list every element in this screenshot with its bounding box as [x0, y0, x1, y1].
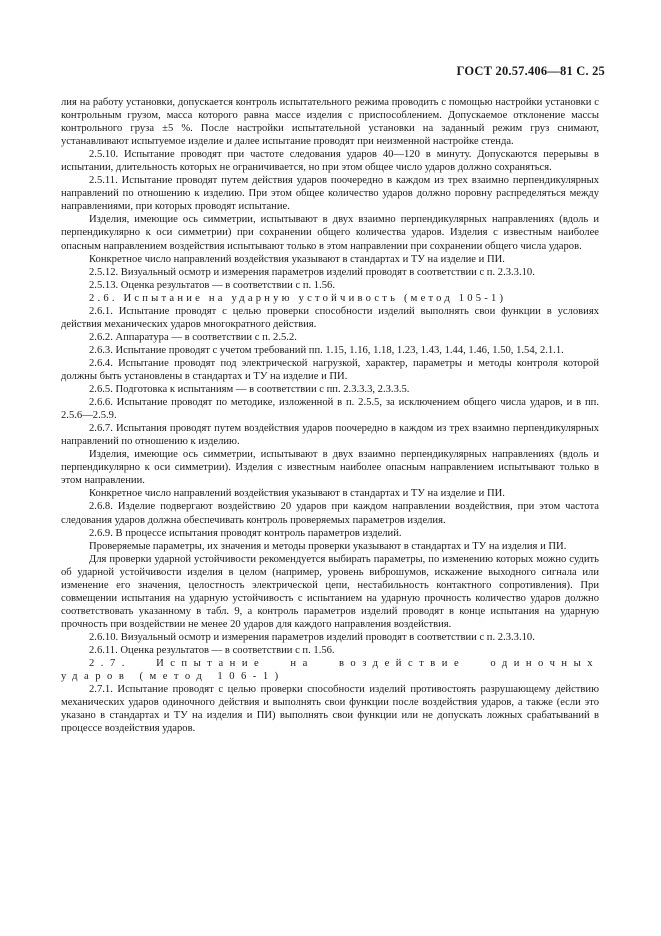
paragraph-parameters: Проверяемые параметры, их значения и методы проверки указывают в стандартах и ТУ на изделия и ПИ. — [89, 540, 567, 552]
paragraph-symmetry-2-5: Изделия, имеющие ось симметрии, испытывают в двух взаимно перпендикулярных направлениях (вдоль и перпендикулярно к оси симметрии) при сохранении общего количества ударов. Изделия с известным наиболее опасным направлением воздействия испытывают только в этом направлении при сохранении общего числа ударов. — [61, 214, 599, 252]
paragraph-recommendation: Для проверки ударной устойчивости рекомендуется выбирать параметры, по изменению которых можно судить об ударной устойчивости изделия в целом (например, уровень виброшумов, искажение выходного сигнала или изменение его значения, целостность электрической цепи, нестабильность контактного сопротивления). При совмещении испытания на ударную устойчивость с испытанием на ударную прочность количество ударов должно соответствовать указанному в табл. 9, а контроль параметров изделий проводят в конце испытания на ударную прочность при воздействии не менее 20 ударов для каждого направления воздействия. — [61, 553, 599, 630]
document-body — [61, 96, 599, 735]
paragraph-2-6-11: 2.6.11. Оценка результатов — в соответствии с п. 1.56. — [89, 644, 335, 656]
paragraph-2-5-13: 2.5.13. Оценка результатов — в соответствии с п. 1.56. — [89, 279, 335, 291]
paragraph-2-6-9: 2.6.9. В процессе испытания проводят контроль параметров изделий. — [89, 527, 402, 539]
paragraph-2-6-1: 2.6.1. Испытание проводят с целью проверки способности изделий выполнять свои функции в условиях действия механических ударов многократного действия. — [61, 305, 599, 330]
paragraph-2-6-2: 2.6.2. Аппаратура — в соответствии с п. 2.5.2. — [89, 331, 297, 343]
section-heading-2-6: 2.6. Испытание на ударную устойчивость (метод 105-1) — [89, 292, 507, 304]
paragraph-2-6-5: 2.6.5. Подготовка к испытаниям — в соответствии с пп. 2.3.3.3, 2.3.3.5. — [89, 384, 410, 396]
paragraph-continuation: лия на работу установки, допускается контроль испытательного режима проводить с помощью настройки установки с контрольным грузом, масса которого равна массе изделия с приспособлением. Допускаемое отклонение массы контрольного груза ±5 %. После настройки испытательной установки на заданный режим груз снимают, устанавливают испытуемое изделие и далее испытание проводят при неизменной настройке стенда. — [61, 97, 599, 148]
paragraph-2-5-10: 2.5.10. Испытание проводят при частоте следования ударов 40—120 в минуту. Допускаются перерывы в испытании, длительность которых не ограничивается, но при этом общее число ударов должно сохраняться. — [61, 149, 599, 174]
paragraph-directions-2-5: Конкретное число направлений воздействия указывают в стандартах и ТУ на изделие и ПИ. — [89, 253, 505, 265]
section-heading-2-7: 2.7. Испытание на воздействие одиночных ударов (метод 106-1) — [61, 658, 599, 683]
paragraph-2-6-7: 2.6.7. Испытания проводят путем воздействия ударов поочередно в каждом из трех взаимно перпендикулярных направлений по отношению к изделию. — [61, 423, 599, 448]
paragraph-2-6-3: 2.6.3. Испытание проводят с учетом требований пп. 1.15, 1.16, 1.18, 1.23, 1.43, 1.44, 1.46, 1.50, 1.54, 2.1.1. — [89, 344, 564, 356]
paragraph-2-7-1: 2.7.1. Испытание проводят с целью проверки способности изделий противостоять разрушающему действию механических ударов одиночного действия и выполнять свои функции после воздействия ударов, а также (если это указано в стандартах и ТУ на изделия и ПИ) выполнять свои функции или не допускать ложных срабатываний в процессе воздействия ударов. — [61, 684, 599, 735]
paragraph-directions-2-6: Конкретное число направлений воздействия указывают в стандартах и ТУ на изделие и ПИ. — [89, 488, 505, 500]
paragraph-symmetry-2-6: Изделия, имеющие ось симметрии, испытывают в двух взаимно перпендикулярных направлениях (вдоль и перпендикулярно к оси симметрии). Изделия с известным наиболее опасным направлением испытывают только в этом направлении. — [61, 449, 599, 487]
paragraph-2-6-10: 2.6.10. Визуальный осмотр и измерения параметров изделий проводят в соответствии с п. 2.3.3.10. — [89, 631, 535, 643]
paragraph-2-6-8: 2.6.8. Изделие подвергают воздействию 20 ударов при каждом направлении воздействия, при этом частота следования ударов должна обеспечивать контроль проверяемых параметров изделия. — [61, 501, 599, 526]
paragraph-2-5-12: 2.5.12. Визуальный осмотр и измерения параметров изделий проводят в соответствии с п. 2.3.3.10. — [89, 266, 535, 278]
paragraph-2-6-6: 2.6.6. Испытание проводят по методике, изложенной в п. 2.5.5, за исключением общего числа ударов, и в пп. 2.5.6—2.5.9. — [61, 397, 599, 422]
page-header: ГОСТ 20.57.406—81 С. 25 — [456, 64, 605, 78]
paragraph-2-6-4: 2.6.4. Испытание проводят под электрической нагрузкой, характер, параметры и методы контроля которой должны быть установлены в стандартах и ТУ на изделие и ПИ. — [61, 357, 599, 382]
paragraph-2-5-11: 2.5.11. Испытание проводят путем действия ударов поочередно в каждом из трех взаимно перпендикулярных направлений по отношению к изделию. При этом общее количество ударов должно поровну распределяться между направлениями, при которых проводят испытание. — [61, 175, 599, 213]
